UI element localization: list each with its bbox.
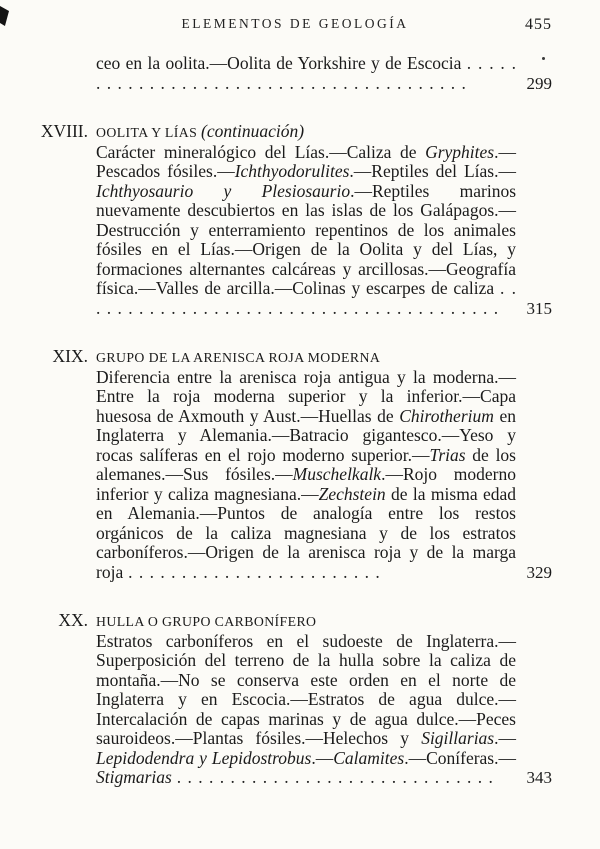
chapter-title: HULLA O GRUPO CARBONÍFERO	[96, 614, 317, 629]
chapter-summary-text: Estratos carboníferos en el sudoeste de Inglaterra.—Superposición del terreno de la hulla sobre la caliza de montaña.—No se conserva este orden en el norte de Inglaterra y en Escocia.—Estratos de agua dulce.—Intercalación de capas marinas y de agua dulce.—Peces sauroideos.—Plantas fósiles.—Helechos y Sigillarias.—Lepidodendra y Lepidostrobus.—Calamites.—Coníferas.—Stigmarias	[96, 630, 516, 787]
toc-entry-content	[96, 54, 552, 93]
chapter-summary-text: Diferencia entre la arenisca roja antigua y la moderna.—Entre la roja moderna superior y la inferior.—Capa huesosa de Axmouth y Aust.—Huellas de Chirotherium en Inglaterra y Alemania.—Batracio gigantesco.—Yeso y rocas salíferas en el rojo moderno superior.—Trias de los alemanes.—Sus fósiles.—Muschelkalk.—Rojo moderno inferior y caliza magnesiana.—Zechstein de la misma edad en Alemania.—Puntos de analogía entre los restos orgánicos de la caliza magnesiana y de los estratos carboníferos.—Origen de la arenisca roja y de la marga roja	[96, 366, 516, 582]
chapter-summary	[96, 632, 552, 788]
page-reference-number: 329	[526, 562, 552, 582]
chapter-summary	[96, 368, 552, 583]
chapter-numeral: XIX.	[52, 346, 88, 366]
chapter-summary-text: ceo en la oolita.—Oolita de Yorkshire y de Escocia	[96, 53, 467, 73]
toc-entry-content	[96, 611, 552, 788]
toc-entry-content	[96, 347, 552, 582]
dot-leader: . . . . . . . . . . . . . . . . . . . . . . . . . . . . . . . . . . . . . . . .	[96, 278, 517, 318]
toc-entry	[38, 122, 552, 318]
toc-entry	[38, 611, 552, 788]
scan-artifact-corner	[0, 6, 9, 26]
running-header	[38, 16, 552, 36]
chapter-title: OOLITA Y LÍAS (continuación)	[96, 121, 305, 141]
chapter-summary	[96, 143, 552, 319]
page-reference-number: 315	[526, 298, 552, 318]
dot-leader: . . . . . . . . . . . . . . . . . . . . . . . . . . . . . . . . . . . . . . . .	[96, 53, 517, 93]
chapter-title: GRUPO DE LA ARENISCA ROJA MODERNA	[96, 350, 381, 365]
toc-entries	[38, 54, 552, 788]
toc-entry	[38, 347, 552, 582]
page-reference-number: 343	[526, 768, 552, 787]
folio-page-number: 455	[525, 16, 552, 33]
chapter-summary	[96, 54, 552, 93]
running-header-title: ELEMENTOS DE GEOLOGÍA	[181, 16, 409, 31]
chapter-numeral: XVIII.	[40, 121, 88, 141]
dot-leader: . . . . . . . . . . . . . . . . . . . . . . . .	[128, 561, 380, 582]
chapter-summary-text: Carácter mineralógico del Lías.—Caliza de Gryphites.—Pescados fósiles.—Ichthyodorulites.—Reptiles del Lías.—Ichthyosaurio y Plesiosaurio.—Reptiles marinos nuevamente descubiertos en las islas de los Galápagos.—Destrucción y enterramiento repentinos de los animales fósiles en el Lías.—Origen de la Oolita y del Lías, y formaciones alternantes calcáreas y arcillosas.—Geografía física.—Valles de arcilla.—Colinas y escarpes de caliza	[96, 141, 516, 298]
page-reference-number: 299	[526, 73, 552, 93]
toc-entry	[38, 54, 552, 93]
toc-entry-content	[96, 122, 552, 318]
dot-leader: . . . . . . . . . . . . . . . . . . . . . . . . . . . . . .	[176, 767, 493, 787]
chapter-numeral	[38, 54, 88, 93]
chapter-numeral: XX.	[58, 610, 88, 630]
